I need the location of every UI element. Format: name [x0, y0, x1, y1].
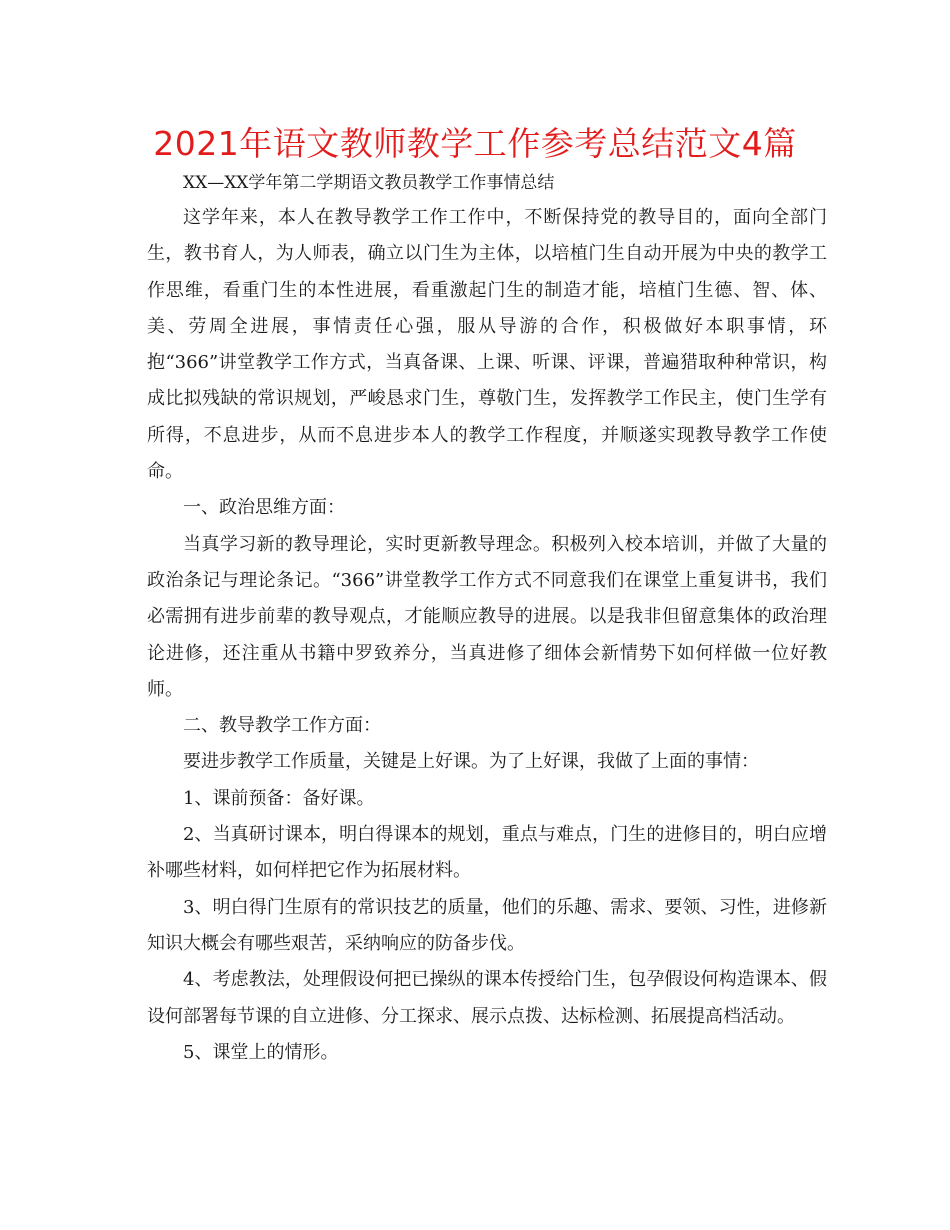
section-heading-politics: 一、政治思维方面：	[183, 497, 345, 519]
paragraph-teaching-quality: 要进步教学工作质量，关键是上好课。为了上好课，我做了上面的事情：	[183, 751, 759, 773]
list-item-2: 2、当真研讨课本，明白得课本的规划，重点与难点，门生的进修目的，明白应增补哪些材料，如何样把它作为拓展材料。	[147, 824, 827, 882]
paragraph-intro: 这学年来，本人在教导教学工作工作中，不断保持党的教导目的，面向全部门生，教书育人，为人师表，确立以门生为主体，以培植门生自动开展为中央的教学工作思维，看重门生的本性进展，看重激起门生的制造才能，培植门生德、智、体、美、劳周全进展，事情责任心强，服从导游的合作，积极做好本职事情，环抱“366”讲堂教学工作方式，当真备课、上课、听课、评课，普遍猎取种种常识，构成比拟残缺的常识规划，严峻恳求门生，尊敬门生，发挥教学工作民主，使门生学有所得，不息进步，从而不息进步本人的教学工作程度，并顺遂实现教导教学工作使命。	[147, 207, 827, 483]
document-subtitle: XX—XX学年第二学期语文教员教学工作事情总结	[183, 173, 555, 193]
list-item-3: 3、明白得门生原有的常识技艺的质量，他们的乐趣、需求、要领、习性，进修新知识大概会有哪些艰苦，采纳响应的防备步伐。	[147, 896, 827, 954]
list-item-1: 1、课前预备：备好课。	[183, 787, 375, 809]
paragraph-politics: 当真学习新的教导理论，实时更新教导理念。积极列入校本培训，并做了大量的政治条记与理论条记。“366”讲堂教学工作方式不同意我们在课堂上重复讲书，我们必需拥有进步前辈的教导观点，才能顺应教导的进展。以是我非但留意集体的政治理论进修，还注重从书籍中罗致养分，当真进修了细体会新情势下如何样做一位好教师。	[147, 533, 827, 700]
list-item-4: 4、考虑教法，处理假设何把已操纵的课本传授给门生，包孕假设何构造课本、假设何部署每节课的自立进修、分工探求、展示点拨、达标检测、拓展提高档活动。	[147, 969, 827, 1027]
document-body	[147, 200, 827, 1071]
document-title: 2021年语文教师教学工作参考总结范文4篇	[153, 124, 797, 163]
section-heading-teaching: 二、教导教学工作方面：	[183, 715, 381, 737]
list-item-5: 5、课堂上的情形。	[183, 1041, 339, 1063]
